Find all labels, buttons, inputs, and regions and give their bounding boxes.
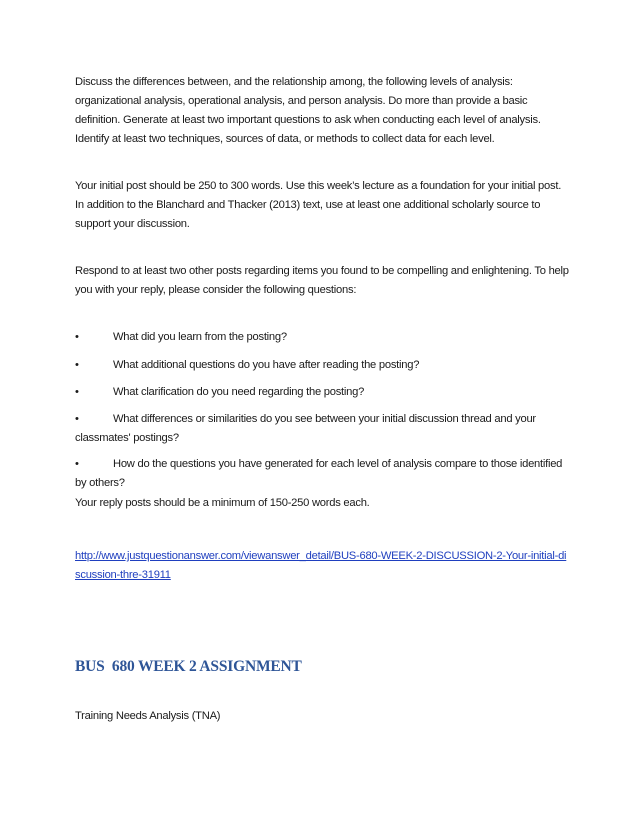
bullet-item-differences	[75, 410, 570, 448]
bullet-text: How do the questions you have generated for each level of analysis compare to those identified by others?	[75, 458, 563, 489]
bullet-icon: •	[75, 413, 79, 425]
bullet-item-learn	[75, 328, 570, 347]
bullet-text: What differences or similarities do you see between your initial discussion thread and your classmates' postings?	[75, 413, 536, 444]
respond-instructions-paragraph: Respond to at least two other posts regarding items you found to be compelling and enlightening. To help you with your reply, please consider the following questions:	[75, 265, 569, 296]
bullet-text: What clarification do you need regarding the posting?	[113, 386, 365, 398]
assignment-subtitle: Training Needs Analysis (TNA)	[75, 710, 221, 722]
bullet-icon: •	[75, 331, 79, 343]
bullet-item-compare-questions	[75, 455, 570, 493]
reply-length-paragraph: Your reply posts should be a minimum of 150-250 words each.	[75, 497, 370, 509]
answer-link[interactable]: http://www.justquestionanswer.com/viewanswer_detail/BUS-680-WEEK-2-DISCUSSION-2-Your-initial-discussion-thre-31911	[75, 550, 567, 581]
bullet-icon: •	[75, 359, 79, 371]
bullet-icon: •	[75, 458, 79, 470]
initial-post-requirements-paragraph: Your initial post should be 250 to 300 words. Use this week’s lecture as a foundation for your initial post. In addition to the Blanchard and Thacker (2013) text, use at least one additional scholarly source to support your discussion.	[75, 180, 562, 230]
bullet-item-additional-questions	[75, 356, 570, 375]
discussion-prompt-paragraph: Discuss the differences between, and the relationship among, the following levels of analysis: organizational analysis, operational analysis, and person analysis. Do more than provide a basic definition. Generate at least two important questions to ask when conducting each level of analysis. Identify at least two techniques, sources of data, or methods to collect data for each level.	[75, 76, 541, 145]
bullet-text: What additional questions do you have after reading the posting?	[113, 359, 420, 371]
bullet-item-clarification	[75, 383, 570, 402]
bullet-text: What did you learn from the posting?	[113, 331, 287, 343]
assignment-heading: BUS 680 WEEK 2 ASSIGNMENT	[75, 658, 302, 675]
bullet-icon: •	[75, 386, 79, 398]
